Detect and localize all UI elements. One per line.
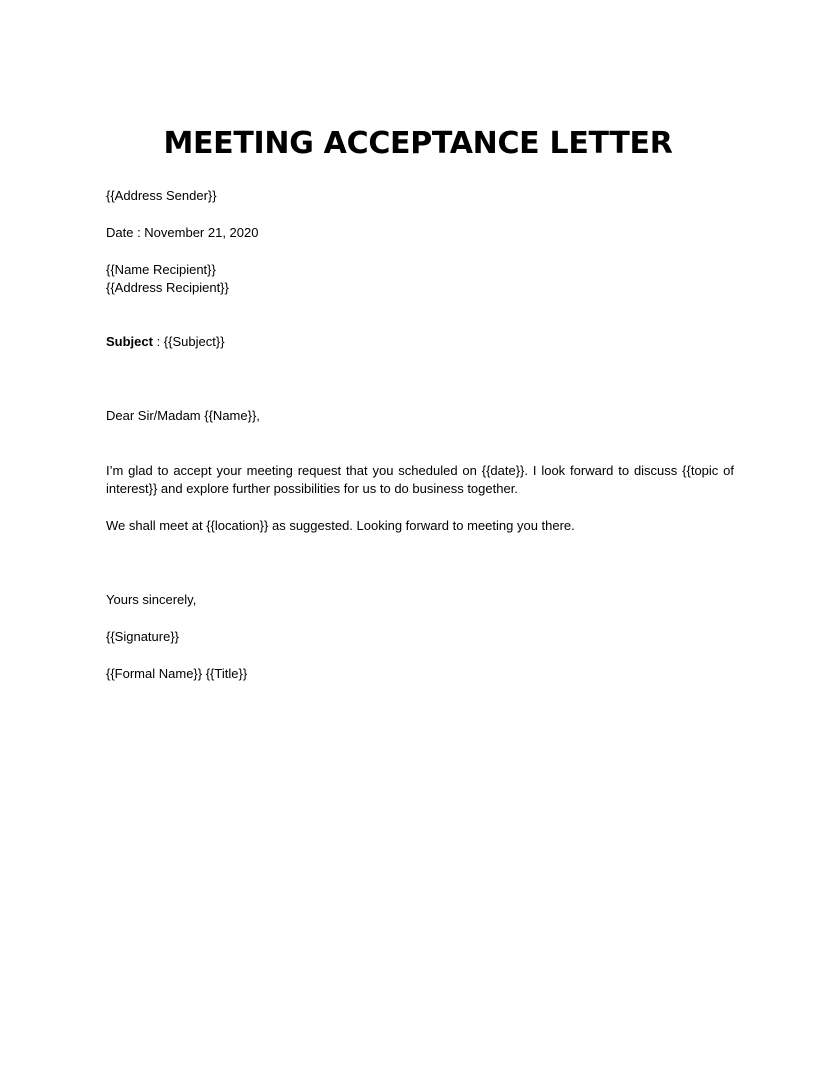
subject-value: : {{Subject}} (152, 334, 225, 349)
body-paragraph-1: I’m glad to accept your meeting request that you scheduled on {{date}}. I look forward to discuss {{topic of interest}} and explore further possibilities for us to do business together. (106, 463, 734, 496)
date-line: Date : November 21, 2020 (106, 225, 259, 240)
recipient-name: {{Name Recipient}} (106, 262, 216, 277)
sender-address: {{Address Sender}} (106, 188, 217, 203)
subject-line (106, 333, 225, 351)
body-paragraph-2: We shall meet at {{location}} as suggested. Looking forward to meeting you there. (106, 518, 575, 533)
salutation: Dear Sir/Madam {{Name}}, (106, 408, 260, 423)
closing: Yours sincerely, (106, 592, 197, 607)
subject-label: Subject (106, 334, 153, 349)
formal-name-title: {{Formal Name}} {{Title}} (106, 666, 248, 681)
signature: {{Signature}} (106, 629, 180, 644)
document-title: MEETING ACCEPTANCE LETTER (163, 126, 673, 161)
recipient-address: {{Address Recipient}} (106, 280, 229, 295)
